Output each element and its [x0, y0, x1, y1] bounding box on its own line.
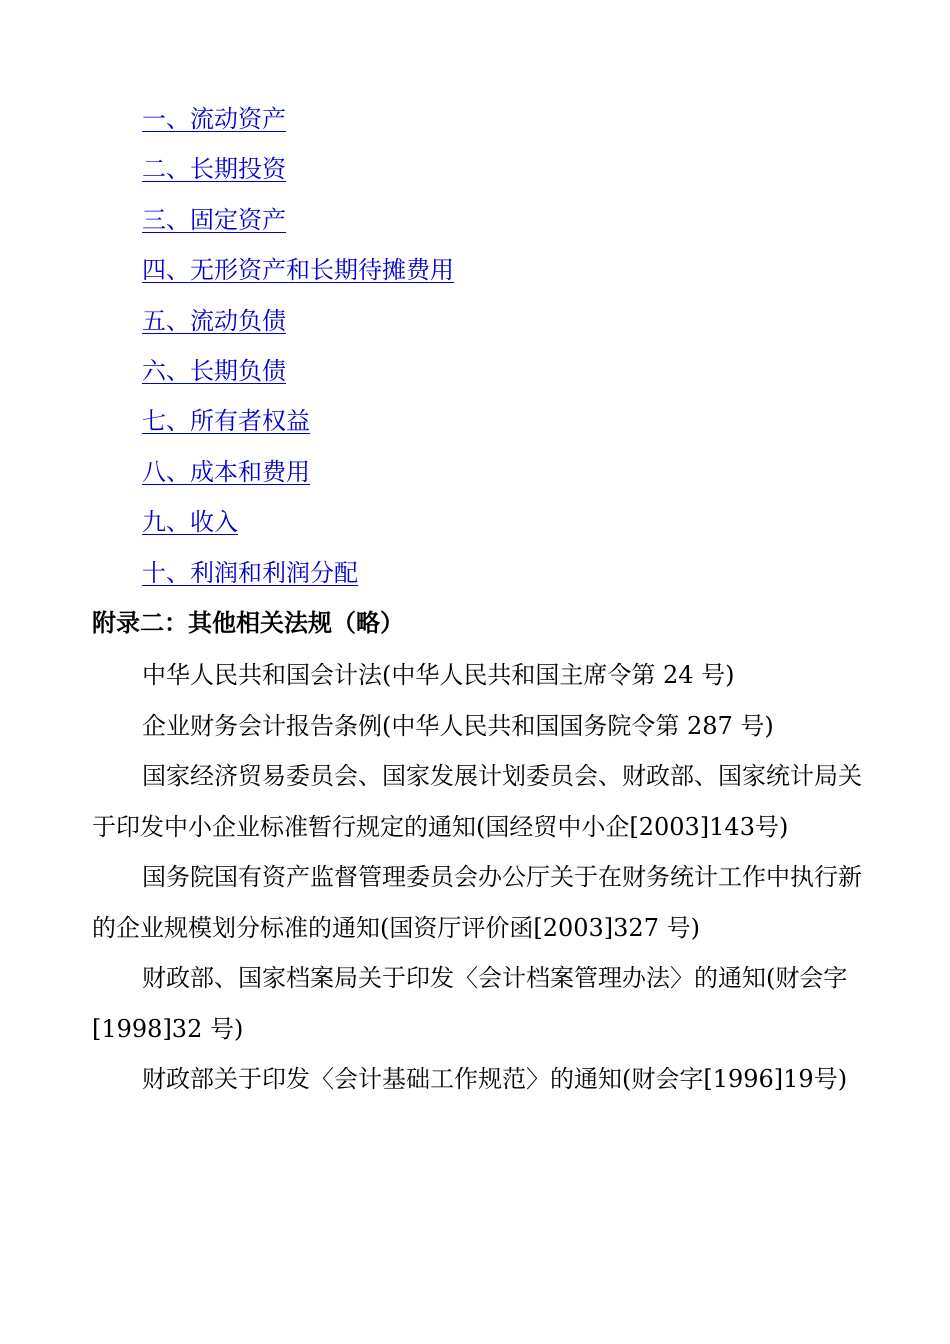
- toc-link-revenue[interactable]: 九、收入: [142, 508, 238, 537]
- table-of-contents: [142, 97, 454, 601]
- toc-item: [142, 248, 454, 298]
- toc-item: [142, 198, 454, 248]
- toc-link-intangible-assets[interactable]: 四、无形资产和长期待摊费用: [142, 256, 454, 285]
- toc-item: [142, 551, 454, 601]
- toc-item: [142, 299, 454, 349]
- toc-link-current-assets[interactable]: 一、流动资产: [142, 105, 286, 133]
- law-item: 中华人民共和国会计法(中华人民共和国主席令第 24 号): [142, 661, 735, 689]
- law-item: 财政部、国家档案局关于印发〈会计档案管理办法〉的通知(财会字[1998]32 号): [92, 964, 848, 1043]
- toc-link-profit-distribution[interactable]: 十、利润和利润分配: [142, 558, 358, 587]
- toc-item: [142, 147, 454, 197]
- toc-link-owners-equity[interactable]: 七、所有者权益: [142, 407, 310, 436]
- toc-item: [142, 500, 454, 550]
- related-laws-list: [92, 650, 862, 1105]
- law-item: 财政部关于印发〈会计基础工作规范〉的通知(财会字[1996]19号): [142, 1065, 848, 1093]
- toc-item: [142, 97, 454, 147]
- toc-item: [142, 450, 454, 500]
- toc-link-long-term-investment[interactable]: 二、长期投资: [142, 155, 286, 184]
- toc-link-current-liabilities[interactable]: 五、流动负债: [142, 306, 286, 335]
- toc-link-fixed-assets[interactable]: 三、固定资产: [142, 205, 286, 234]
- toc-link-costs-expenses[interactable]: 八、成本和费用: [142, 457, 310, 486]
- law-item: 企业财务会计报告条例(中华人民共和国国务院令第 287 号): [142, 711, 774, 740]
- toc-item: [142, 349, 454, 399]
- law-item: 国务院国有资产监督管理委员会办公厅关于在财务统计工作中执行新的企业规模划分标准的通知(国资厅评价函[2003]327 号): [92, 863, 862, 942]
- toc-item: [142, 399, 454, 449]
- toc-link-long-term-liabilities[interactable]: 六、长期负债: [142, 356, 286, 385]
- appendix-heading: 附录二：其他相关法规（略）: [92, 608, 404, 637]
- law-item: 国家经济贸易委员会、国家发展计划委员会、财政部、国家统计局关于印发中小企业标准暂行规定的通知(国经贸中小企[2003]143号): [92, 762, 862, 841]
